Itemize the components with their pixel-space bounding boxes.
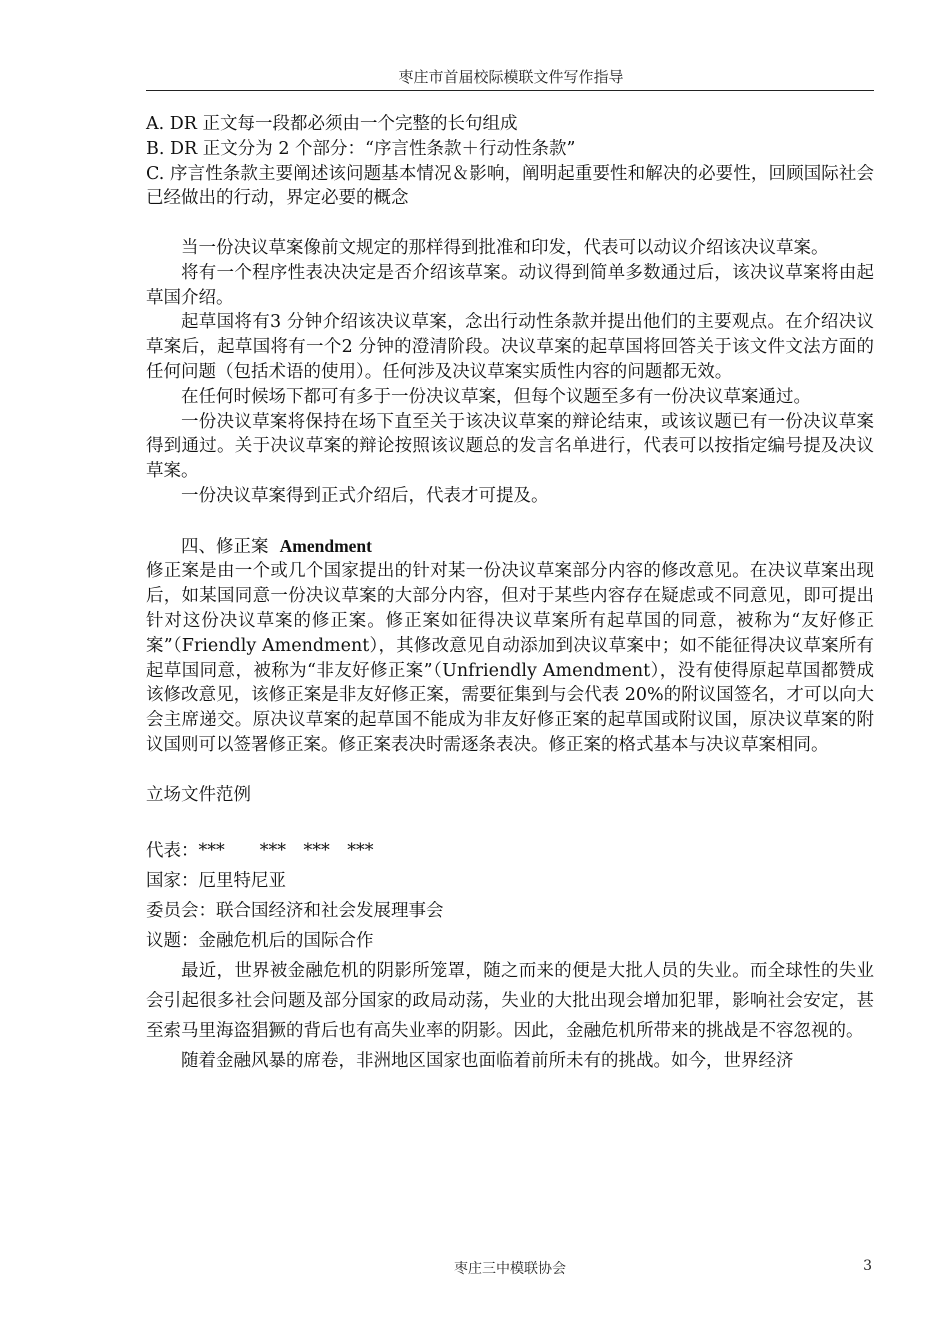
committee-line: 委员会：联合国经济和社会发展理事会 [146, 901, 444, 922]
list-item-c: C. 序言性条款主要阐述该问题基本情况＆影响，阐明起重要性和解决的必要性，回顾国际社会已经做出的行动，界定必要的概念 [146, 163, 874, 209]
paragraph-spacer [146, 211, 874, 236]
page-header-title: 枣庄市首届校际模联文件写作指导 [398, 68, 624, 86]
delegate-line: 代表：*** *** *** *** [146, 841, 374, 862]
amendment-paragraph: 修正案是由一个或几个国家提出的针对某一份决议草案部分内容的修改意见。在决议草案出现后，如某国同意一份决议草案的大部分内容，但对于某些内容存在疑虑或不同意见，即可提出针对这份决议草案的修正案。修正案如征得决议草案所有起草国的同意，被称为“友好修正案”（Friendly Amendment），其修改意见自动添加到决议草案中；如不能征得决议草案所有起草国同意，被称为“非友好修正案”（Unfriendly Amendment），没有使得原起草国都赞成该修改意见，该修正案是非友好修正案，需要征集到与会代表 20%的附议国签名，才可以向大会主席递交。原决议草案的起草国不能成为非友好修正案的起草国或附议国，原决议草案的附议国则可以签署修正案。修正案表决时需逐条表决。修正案的格式基本与决议草案相同。 [146, 561, 874, 755]
list-item-b: B. DR 正文分为 2 个部分：“序言性条款＋行动性条款” [146, 138, 576, 159]
section-heading-amendment [146, 534, 874, 560]
paragraph: 将有一个程序性表决决定是否介绍该草案。动议得到简单多数通过后，该决议草案将由起草国介绍。 [146, 262, 874, 308]
sample-info-block [146, 836, 874, 1076]
paragraph-spacer [146, 807, 874, 832]
topic-line: 议题：金融危机后的国际合作 [146, 931, 374, 952]
paragraph: 在任何时候场下都可有多于一份决议草案，但每个议题至多有一份决议草案通过。 [181, 386, 811, 407]
sample-paragraph: 随着金融风暴的席卷，非洲地区国家也面临着前所未有的挑战。如今，世界经济 [181, 1051, 794, 1072]
section-heading-cn: 四、修正案 [181, 536, 269, 557]
section-heading-en: Amendment [279, 535, 372, 556]
paragraph: 当一份决议草案像前文规定的那样得到批准和印发，代表可以动议介绍该决议草案。 [181, 237, 829, 258]
paragraph-spacer [146, 509, 874, 534]
paragraph: 一份决议草案将保持在场下直至关于该决议草案的辩论结束，或该议题已有一份决议草案得到通过。关于决议草案的辩论按照该议题总的发言名单进行，代表可以按指定编号提及决议草案。 [146, 411, 874, 482]
header-divider [146, 90, 874, 91]
footer-org: 枣庄三中模联协会 [454, 1261, 566, 1277]
document-body [146, 112, 874, 1076]
list-item-a: A. DR 正文每一段都必须由一个完整的长句组成 [146, 114, 518, 134]
country-line: 国家：厄里特尼亚 [146, 871, 286, 892]
sample-paragraph: 最近，世界被金融危机的阴影所笼罩，随之而来的便是大批人员的失业。而全球性的失业会引起很多社会问题及部分国家的政局动荡，失业的大批出现会增加犯罪，影响社会安定，甚至索马里海盗猖獗的背后也有高失业率的阴影。因此，金融危机所带来的挑战是不容忽视的。 [146, 961, 874, 1042]
page-number: 3 [863, 1258, 872, 1274]
paragraph: 起草国将有3 分钟介绍该决议草案，念出行动性条款并提出他们的主要观点。在介绍决议草案后，起草国将有一个2 分钟的澄清阶段。决议草案的起草国将回答关于该文件文法方面的任何问题（包括术语的使用）。任何涉及决议草案实质性内容的问题都无效。 [146, 312, 874, 382]
paragraph-spacer [146, 758, 874, 783]
paragraph: 一份决议草案得到正式介绍后，代表才可提及。 [181, 485, 549, 506]
sample-title: 立场文件范例 [146, 784, 251, 805]
